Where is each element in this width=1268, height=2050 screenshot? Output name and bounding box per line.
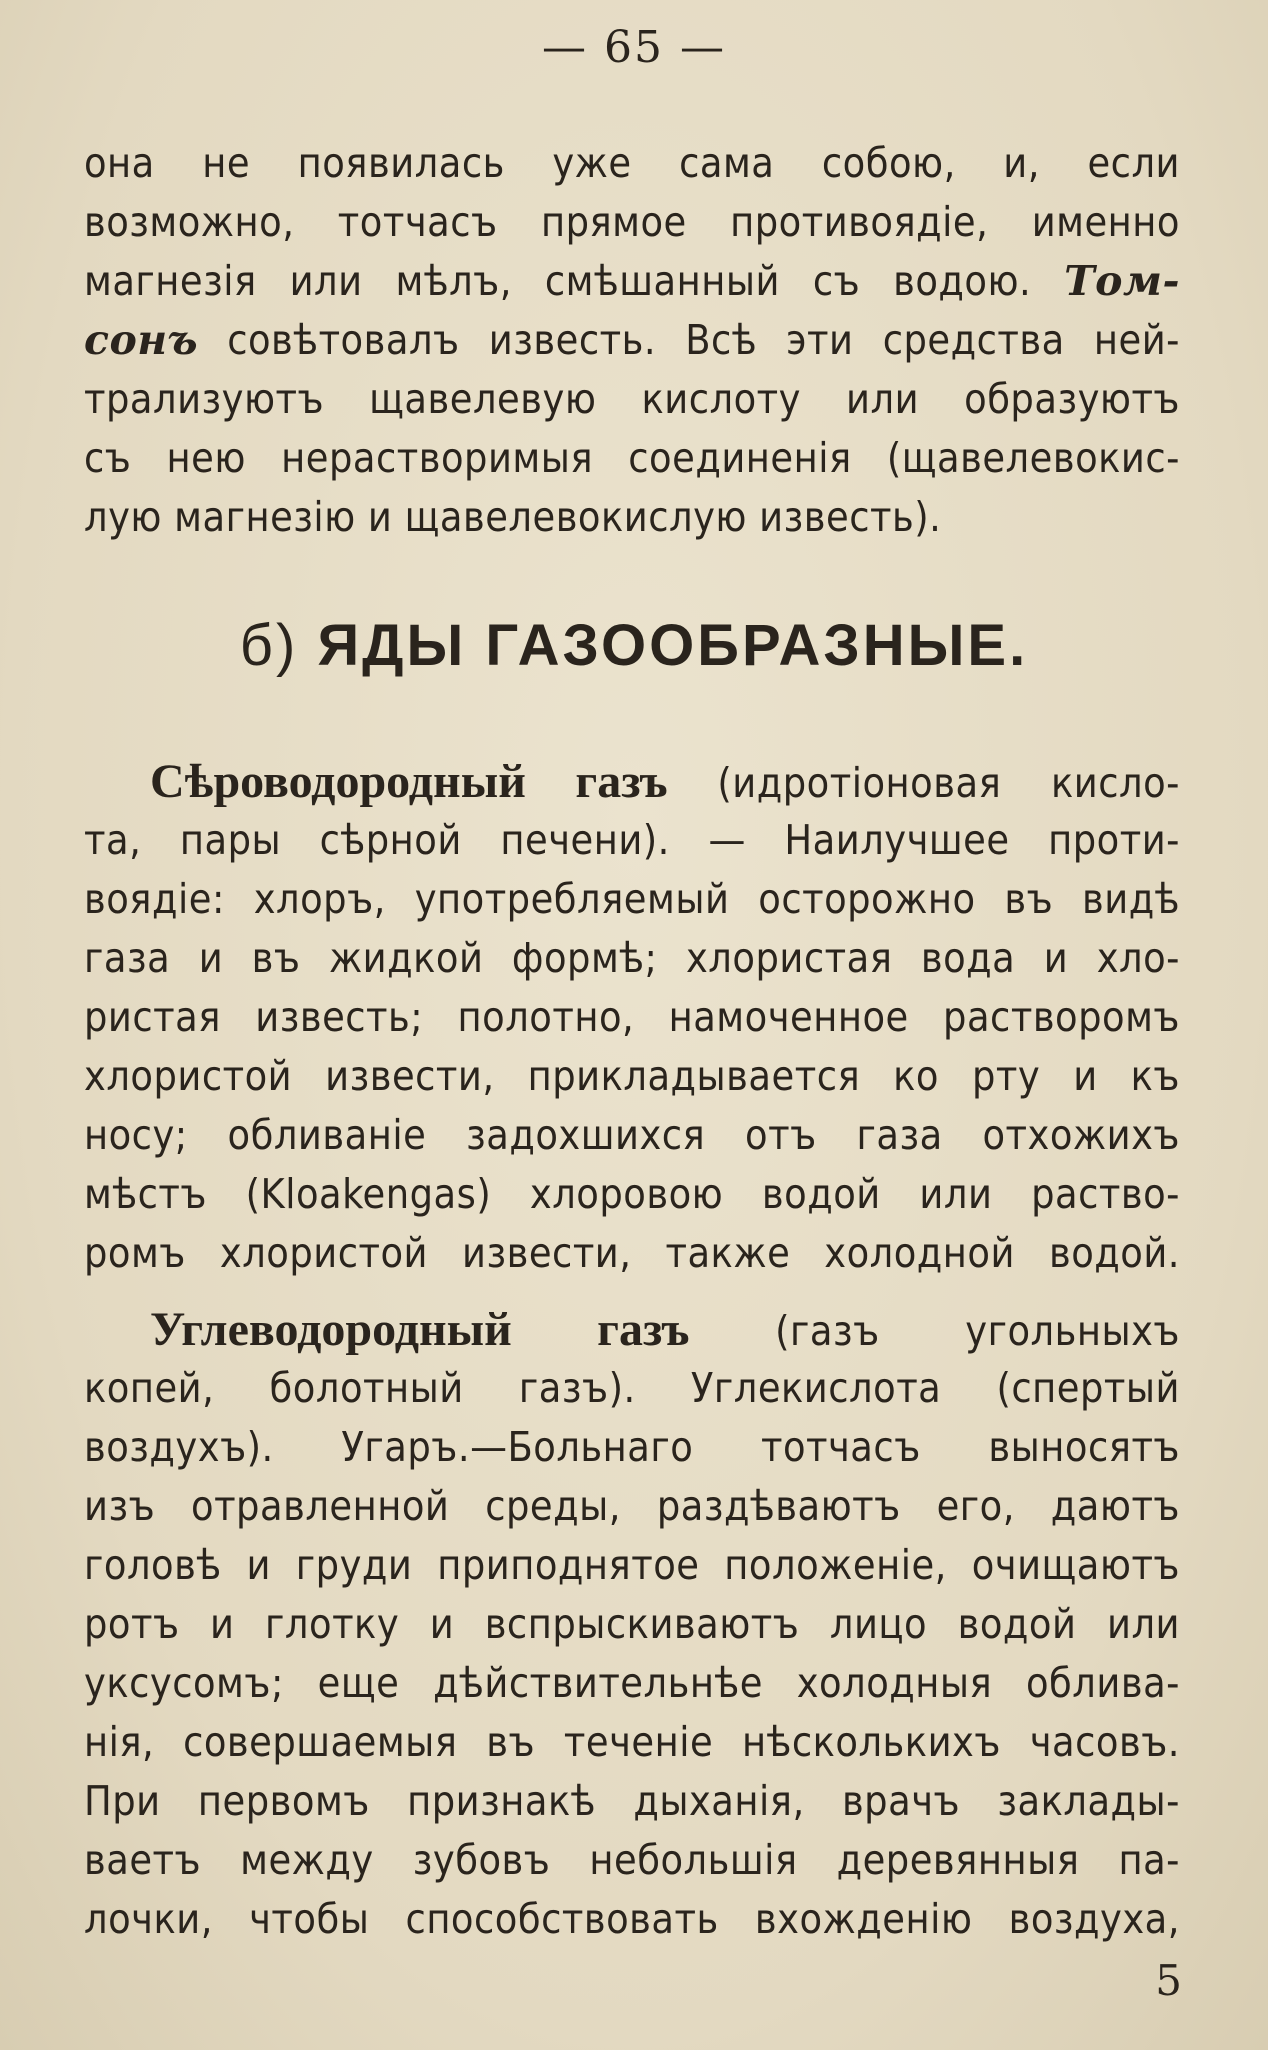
paragraph-hydrocarbon-gas — [84, 1300, 1180, 1949]
text-line: нія, совершаемыя въ теченіе нѣсколькихъ часовъ. — [84, 1718, 1180, 1766]
text-line: трализуютъ щавелевую кислоту или образуютъ — [84, 375, 1180, 423]
text-line: уксусомъ; еще дѣйствительнѣе холодныя облива- — [84, 1659, 1180, 1707]
text-line: копей, болотный газъ). Углекислота (спертый — [84, 1364, 1180, 1412]
page-number-header: — 65 — — [542, 22, 726, 73]
text-segment: (идротіоновая кисло- — [667, 759, 1180, 807]
text-segment: совѣтовалъ известь. Всѣ эти средства ней- — [198, 316, 1180, 364]
author-name-italic: Том- — [1064, 257, 1180, 305]
text-line: При первомъ признакѣ дыханія, врачъ заклады- — [84, 1777, 1180, 1825]
text-line — [84, 752, 1180, 811]
section-heading — [0, 612, 1268, 679]
text-line: носу; обливаніе задохшихся отъ газа отхожихъ — [84, 1111, 1180, 1159]
text-line: воздухъ). Угаръ.—Больнаго тотчасъ выносятъ — [84, 1423, 1180, 1471]
text-line: воядіе: хлоръ, употребляемый осторожно въ видѣ — [84, 875, 1180, 923]
text-line: она не появилась уже сама собою, и, если — [84, 139, 1180, 187]
text-line: ротъ и глотку и вспрыскиваютъ лицо водой или — [84, 1600, 1180, 1648]
text-line: возможно, тотчасъ прямое противоядіе, именно — [84, 198, 1180, 246]
text-line: съ нею нерастворимыя соединенія (щавелевокис- — [84, 434, 1180, 482]
text-line: изъ отравленной среды, раздѣваютъ его, даютъ — [84, 1482, 1180, 1530]
text-segment: (газъ угольныхъ — [689, 1307, 1180, 1355]
text-line: хлористой извести, прикладывается ко рту и къ — [84, 1052, 1180, 1100]
text-segment: магнезія или мѣлъ, смѣшанный съ водою. — [84, 257, 1032, 305]
text-line: лочки, чтобы способствовать вхожденію воздуха, — [84, 1895, 1180, 1943]
paragraph-hydrogen-sulfide — [84, 752, 1180, 1283]
text-line — [84, 1300, 1180, 1359]
text-line: ристая известь; полотно, намоченное растворомъ — [84, 993, 1180, 1041]
text-line: ромъ хлористой извести, также холодной водой. — [84, 1229, 1180, 1277]
text-line — [84, 311, 1180, 370]
text-line: головѣ и груди приподнятое положеніе, очищаютъ — [84, 1541, 1180, 1589]
section-title: ЯДЫ ГАЗООБРАЗНЫЕ. — [317, 613, 1029, 678]
term-bold: Углеводородный газъ — [150, 1303, 690, 1356]
text-line: лую магнезію и щавелевокислую известь). — [84, 493, 942, 541]
text-line: ваетъ между зубовъ небольшія деревянныя па- — [84, 1836, 1180, 1884]
term-bold: Сѣроводородный газъ — [150, 755, 668, 808]
section-prefix: б) — [239, 613, 299, 678]
text-line — [84, 252, 1180, 311]
text-line: газа и въ жидкой формѣ; хлористая вода и хло- — [84, 934, 1180, 982]
text-line: мѣстъ (Kloakengas) хлоровою водой или раство- — [84, 1170, 1180, 1218]
paragraph-continuation — [84, 134, 1180, 547]
author-name-italic: сонъ — [84, 316, 199, 364]
signature-mark: 5 — [1155, 1956, 1182, 2005]
text-line: та, пары сѣрной печени). — Наилучшее проти- — [84, 816, 1180, 864]
